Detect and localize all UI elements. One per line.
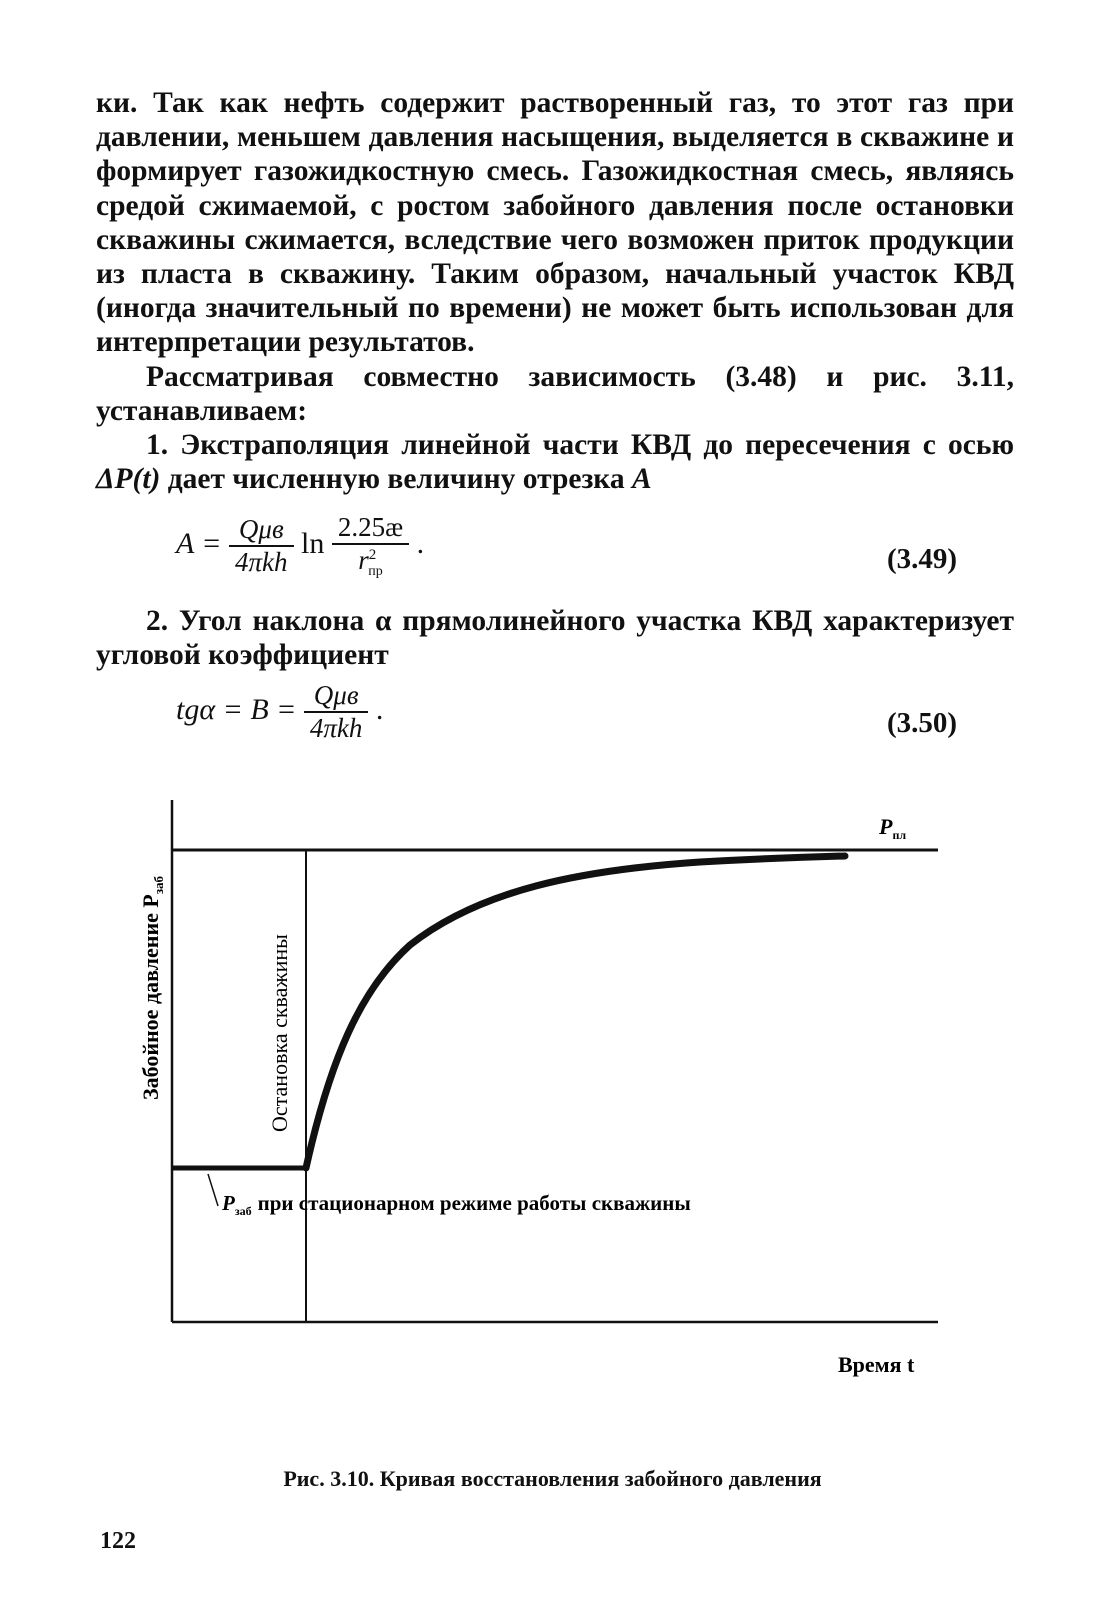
flowing-pressure-label — [221, 1191, 691, 1218]
body-text — [96, 86, 1014, 496]
shut-in-label: Остановка скважины — [267, 934, 292, 1132]
reservoir-pressure-label-sub: пл — [892, 828, 907, 842]
figure-caption: Рис. 3.10. Кривая восстановления забойного давления — [283, 1466, 822, 1491]
fraction-1-numerator: Qμв — [229, 514, 294, 547]
pressure-buildup-figure — [0, 780, 1105, 1460]
paragraph-3-text: 1. Экстраполяция линейной части КВД до пересечения с осью — [146, 429, 1014, 462]
flowing-pressure-label-sub: заб — [234, 1204, 252, 1218]
formula-3-49 — [176, 512, 424, 580]
formula-3-49-fraction-1 — [229, 514, 294, 578]
buildup-curve — [306, 856, 845, 1168]
fraction-2-den-sup: 2 — [368, 547, 377, 563]
y-axis-label-text: Забойное давление P — [138, 894, 163, 1100]
formula-3-49-end: . — [416, 527, 425, 561]
x-axis-label: Время t — [838, 1352, 915, 1377]
reservoir-pressure-label — [878, 814, 906, 842]
formula-3-50-fraction — [304, 680, 369, 744]
fraction-3-numerator: Qμв — [304, 680, 369, 713]
paragraph-3-tail: дает численную величину отрезка — [167, 463, 625, 496]
formula-3-49-fraction-2 — [332, 512, 409, 580]
label-leader-line — [208, 1174, 218, 1206]
formula-3-50 — [176, 680, 383, 744]
paragraph-3 — [96, 428, 1014, 496]
equation-number-3-50: (3.50) — [887, 707, 958, 739]
flowing-pressure-label-text: при стационарном режиме работы скважины — [257, 1191, 691, 1215]
equation-number-3-49: (3.49) — [887, 543, 958, 575]
fraction-2-den-base: r — [358, 545, 369, 575]
fraction-3-denominator: 4πkh — [309, 713, 363, 743]
reservoir-pressure-label-p: P — [879, 814, 893, 839]
y-axis-label — [138, 875, 166, 1100]
paragraph-4: 2. Угол наклона α прямолинейного участка КВД характеризует угловой коэффициент — [96, 605, 1014, 672]
fraction-2-denominator — [332, 545, 409, 580]
fraction-2-numerator: 2.25æ — [332, 512, 409, 545]
page-number: 122 — [100, 1528, 136, 1554]
y-axis-label-sub: заб — [151, 875, 166, 895]
paragraph-3-var: A — [631, 463, 652, 496]
paragraph-2: Рассматривая совместно зависимость (3.48) и рис. 3.11, устанавливаем: — [96, 360, 1014, 427]
formula-3-50-end: . — [375, 692, 384, 726]
flowing-pressure-label-p: P — [222, 1191, 235, 1215]
formula-3-49-ln: ln — [301, 527, 325, 561]
formula-3-49-lhs: A = — [176, 527, 222, 561]
paragraph-1: ки. Так как нефть содержит растворенный газ, то этот газ при давлении, меньшем давления насыщения, выделяется в скважине и формирует газожидкостную смесь. Газожидкостная смесь, являясь средой сжимаемой, с ростом забойного давления после остановки скважины сжимается, вследствие чего возможен приток продукции из пласта в скважину. Таким образом, начальный участок КВД (иногда значительный по времени) не может быть использован для интерпретации результатов. — [96, 87, 1014, 359]
fraction-2-den-sub: пр — [368, 564, 383, 580]
fraction-1-denominator: 4πkh — [235, 547, 288, 578]
body-text-2 — [96, 604, 1014, 672]
formula-3-50-lhs: tgα = B = — [176, 692, 297, 726]
paragraph-3-axis: ΔP(t) — [96, 463, 161, 496]
